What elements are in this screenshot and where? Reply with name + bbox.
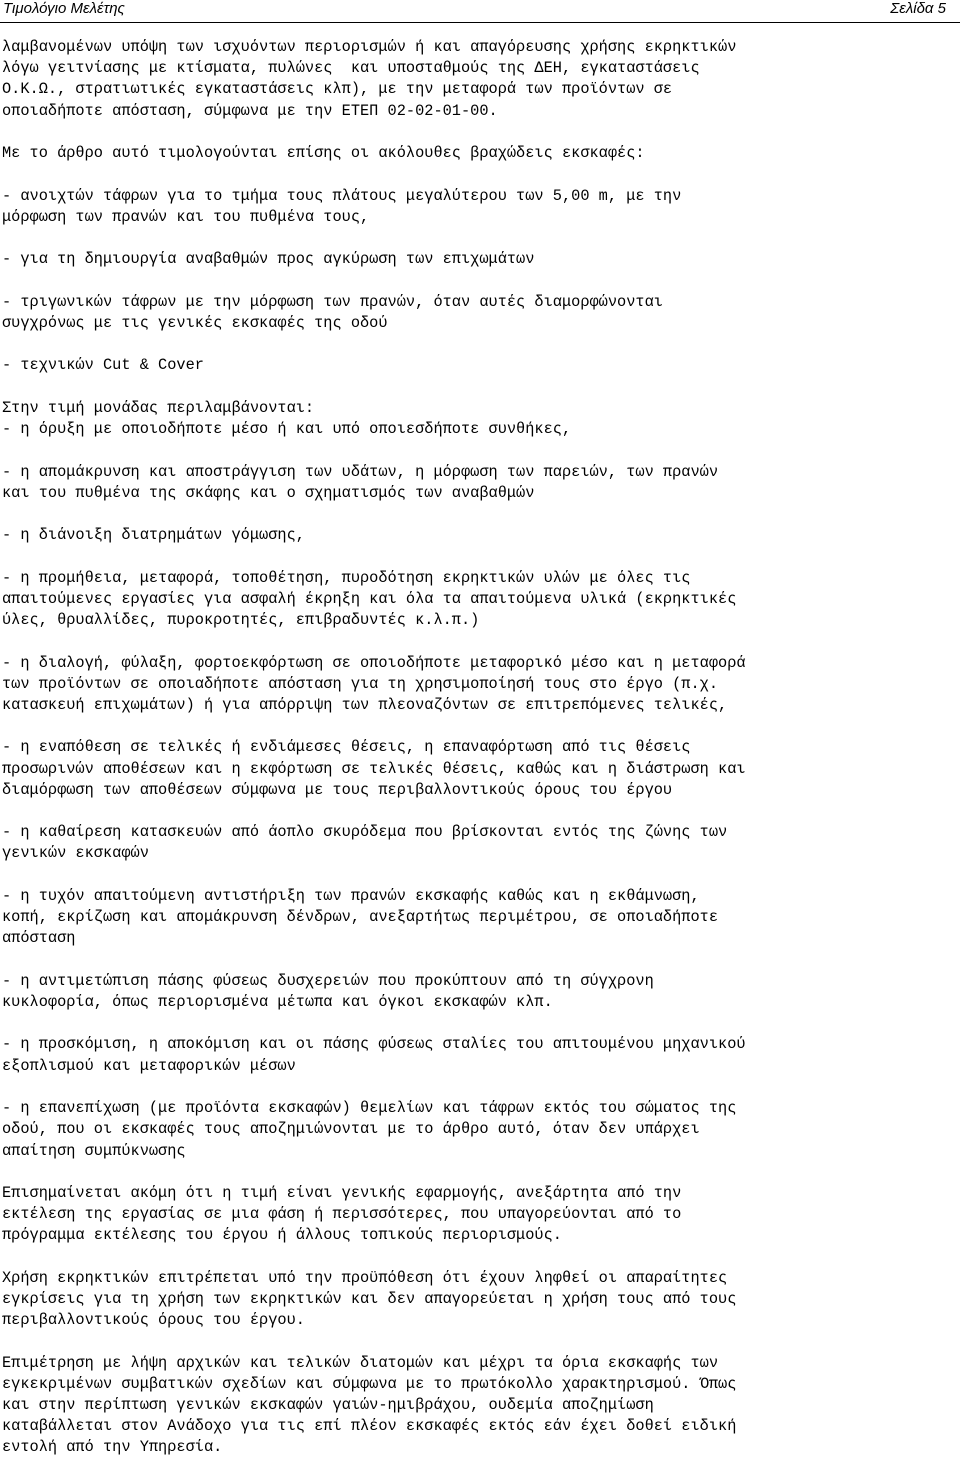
text-line: - η όρυξη με οποιοδήποτε μέσο ή και υπό οποιεσδήποτε συνθήκες, <box>2 420 572 439</box>
text-line: κοπή, εκρίζωση και απομάκρυνση δένδρων, ανεξαρτήτως περιμέτρου, σε οποιαδήποτε <box>2 908 719 927</box>
text-line: συγχρόνως με τις γενικές εκσκαφές της οδού <box>2 313 388 332</box>
text-line: κατασκευή επιχωμάτων) ή για απόρριψη των πλεοναζόντων σε επιτρεπόμενες τελικές, <box>2 695 728 714</box>
text-line: - τριγωνικών τάφρων με την μόρφωση των πρανών, όταν αυτές διαμορφώνονται <box>2 292 663 311</box>
text-line: - η τυχόν απαιτούμενη αντιστήριξη των πρανών εκσκαφής καθώς και η εκθάμνωση, <box>2 886 700 905</box>
text-line: λαμβανομένων υπόψη των ισχυόντων περιορισμών ή και απαγόρευσης χρήσης εκρηκτικών <box>2 38 737 56</box>
paragraph-gap <box>2 122 960 143</box>
text-line: - για τη δημιουργία αναβαθμών προς αγκύρωση των επιχωμάτων <box>2 250 535 269</box>
paragraph <box>2 568 960 632</box>
text-line: προσωρινών αποθέσεων και η εκφόρτωση σε τελικές θέσεις, καθώς και η διάστρωση και <box>2 759 746 778</box>
paragraph-gap <box>2 164 960 185</box>
text-line: εντολή από την Υπηρεσία. <box>2 1438 223 1457</box>
page-indicator <box>890 0 946 18</box>
paragraph-gap <box>2 1331 960 1352</box>
text-line: Επιμέτρηση με λήψη αρχικών και τελικών διατομών και μέχρι τα όρια εκσκαφής των <box>2 1353 719 1372</box>
text-line: εκτέλεση της εργασίας σε μια φάση ή περισσότερες, που υπαγορεύονται από το <box>2 1205 682 1224</box>
text-line: των προϊόντων σε οποιαδήποτε απόσταση για τη χρησιμοποίησή τους στο έργο (π.χ. <box>2 674 719 693</box>
text-line: - ανοιχτών τάφρων για το τμήμα τους πλάτους μεγαλύτερου των 5,00 m, με την <box>2 186 682 205</box>
paragraph-gap <box>2 1013 960 1034</box>
paragraph <box>2 971 960 1013</box>
text-line: Στην τιμή μονάδας περιλαμβάνονται: <box>2 398 315 417</box>
text-line: διαμόρφωση των αποθέσεων σύμφωνα με τους περιβαλλοντικούς όρους του έργου <box>2 780 673 799</box>
paragraph <box>2 462 960 504</box>
paragraph-gap <box>2 801 960 822</box>
text-line: λόγω γειτνίασης με κτίσματα, πυλώνες και υποσταθμούς της ΔΕΗ, εγκαταστάσεις <box>2 59 700 78</box>
text-line: - η αντιμετώπιση πάσης φύσεως δυσχερειών που προκύπτουν από τη σύγχρονη <box>2 971 654 990</box>
paragraph <box>2 525 960 546</box>
paragraph <box>2 653 960 717</box>
text-line: γενικών εκσκαφών <box>2 844 149 863</box>
text-line: Χρήση εκρηκτικών επιτρέπεται υπό την προϋπόθεση ότι έχουν ληφθεί οι απαραίτητες <box>2 1268 728 1287</box>
paragraph-gap <box>2 270 960 291</box>
text-line: - η επανεπίχωση (με προϊόντα εκσκαφών) θεμελίων και τάφρων εκτός του σώματος της <box>2 1099 737 1118</box>
text-line: εξοπλισμού και μεταφορικών μέσων <box>2 1056 296 1075</box>
text-line: κυκλοφορία, όπως περιορισμένα μέτωπα και όγκοι εκσκαφών κλπ. <box>2 992 553 1011</box>
paragraph-gap <box>2 546 960 567</box>
text-line: απόσταση <box>2 929 76 948</box>
paragraph <box>2 822 960 864</box>
text-line: - η διαλογή, φύλαξη, φορτοεκφόρτωση σε οποιοδήποτε μεταφορικό μέσο και η μεταφορά <box>2 653 746 672</box>
page-label: Σελίδα <box>890 0 934 17</box>
text-line: απαίτηση συμπύκνωσης <box>2 1141 186 1160</box>
text-line: απαιτούμενες εργασίες για ασφαλή έκρηξη και όλα τα απαιτούμενα υλικά (εκρηκτικές <box>2 589 737 608</box>
paragraph <box>2 37 960 122</box>
text-line: και στην περίπτωση γενικών εκσκαφών γαιών-ημιβράχου, ουδεμία αποζημίωση <box>2 1396 654 1415</box>
paragraph <box>2 737 960 801</box>
text-line: Επισημαίνεται ακόμη ότι η τιμή είναι γενικής εφαρμογής, ανεξάρτητα από την <box>2 1183 682 1202</box>
paragraph <box>2 398 960 440</box>
text-line: - η διάνοιξη διατρημάτων γόμωσης, <box>2 526 305 545</box>
paragraph <box>2 1098 960 1162</box>
paragraph <box>2 143 960 164</box>
text-line: Ο.Κ.Ω., στρατιωτικές εγκαταστάσεις κλπ), με την μεταφορά των προϊόντων σε <box>2 80 673 99</box>
paragraph-gap <box>2 1162 960 1183</box>
text-line: περιβαλλοντικούς όρους του έργου. <box>2 1311 305 1330</box>
paragraph-gap <box>2 949 960 970</box>
text-line: - η προμήθεια, μεταφορά, τοποθέτηση, πυροδότηση εκρηκτικών υλών με όλες τις <box>2 568 691 587</box>
paragraph-gap <box>2 1247 960 1268</box>
text-line: εγκεκριμένων συμβατικών σχεδίων και σύμφωνα με το πρωτόκολλο χαρακτηρισμού. Όπως <box>2 1374 737 1393</box>
text-line: - τεχνικών Cut & Cover <box>2 356 204 375</box>
paragraph-gap <box>2 716 960 737</box>
paragraph <box>2 249 960 270</box>
paragraph <box>2 886 960 950</box>
paragraph-gap <box>2 440 960 461</box>
text-line: εγκρίσεις για τη χρήση των εκρηκτικών και δεν απαγορεύεται η χρήση τους από τους <box>2 1290 737 1309</box>
page-number: 5 <box>937 0 946 17</box>
paragraph <box>2 1353 960 1459</box>
text-line: πρόγραμμα εκτέλεσης του έργου ή άλλους τοπικούς περιορισμούς. <box>2 1226 562 1245</box>
paragraph-gap <box>2 228 960 249</box>
paragraph <box>2 1268 960 1332</box>
text-line: ύλες, θρυαλλίδες, πυροκροτητές, επιβραδυντές κ.λ.π.) <box>2 611 480 630</box>
text-line: μόρφωση των πρανών και του πυθμένα τους, <box>2 207 370 226</box>
paragraph <box>2 292 960 334</box>
text-line: - η προσκόμιση, η αποκόμιση και οι πάσης φύσεως σταλίες του απιτουμένου μηχανικού <box>2 1035 746 1054</box>
paragraph <box>2 1183 960 1247</box>
page-header <box>0 0 960 23</box>
text-line: - η καθαίρεση κατασκευών από άοπλο σκυρόδεμα που βρίσκονται εντός της ζώνης των <box>2 823 728 842</box>
text-line: οποιαδήποτε απόσταση, σύμφωνα με την ΕΤΕΠ 02-02-01-00. <box>2 101 498 120</box>
text-line: καταβάλλεται στον Ανάδοχο για τις επί πλέον εκσκαφές εκτός εάν έχει δοθεί ειδική <box>2 1417 737 1436</box>
paragraph-gap <box>2 865 960 886</box>
text-line: Με το άρθρο αυτό τιμολογούνται επίσης οι ακόλουθες βραχώδεις εκσκαφές: <box>2 144 645 163</box>
paragraph <box>2 186 960 228</box>
paragraph <box>2 1034 960 1076</box>
paragraph <box>2 355 960 376</box>
paragraph-gap <box>2 1077 960 1098</box>
text-line: - η εναπόθεση σε τελικές ή ενδιάμεσες θέσεις, η επαναφόρτωση από τις θέσεις <box>2 738 691 757</box>
text-line: και του πυθμένα της σκάφης και ο σχηματισμός των αναβαθμών <box>2 483 535 502</box>
paragraph-gap <box>2 377 960 398</box>
document-title: Τιμολόγιο Μελέτης <box>3 0 125 17</box>
text-line: οδού, που οι εκσκαφές τους αποζημιώνονται με το άρθρο αυτό, όταν δεν υπάρχει <box>2 1120 700 1139</box>
paragraph-gap <box>2 631 960 652</box>
paragraph-gap <box>2 504 960 525</box>
paragraph-gap <box>2 334 960 355</box>
document-body <box>2 37 960 1459</box>
text-line: - η απομάκρυνση και αποστράγγιση των υδάτων, η μόρφωση των παρειών, των πρανών <box>2 462 719 481</box>
